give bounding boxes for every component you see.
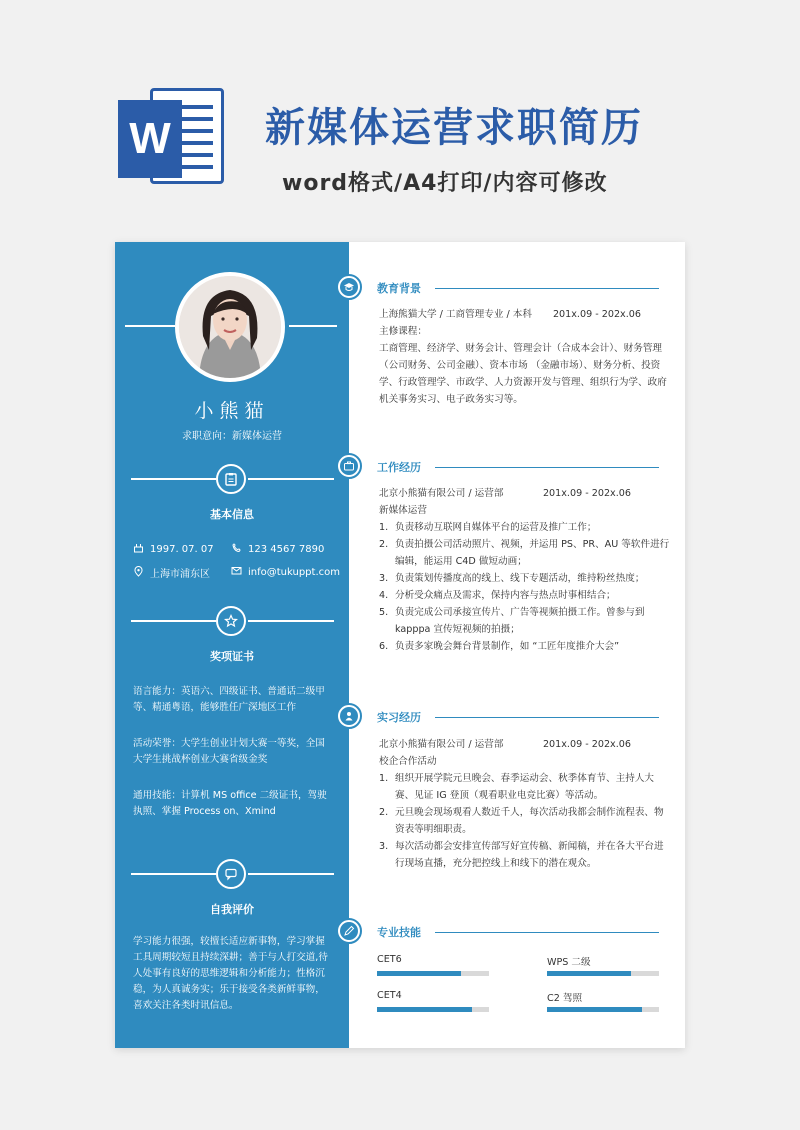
section-title: 自我评价 <box>210 903 254 916</box>
skill-label: C2 驾照 <box>547 993 583 1004</box>
clipboard-icon <box>216 464 246 494</box>
education-row <box>379 306 671 323</box>
email-info <box>231 565 340 579</box>
list-item: 5. 负责完成公司承接宣传片、广告等视频拍摄工作。曾参与到 kapppa 宣传短视频的拍摄； <box>379 607 645 635</box>
birthday-value: 1997. 07. 07 <box>150 543 214 555</box>
list-item: 1. 负责移动互联网自媒体平台的运营及推广工作； <box>379 522 597 533</box>
list-item: 4. 分析受众痛点及需求，保持内容与热点时事相结合； <box>379 590 616 601</box>
role: 新媒体运营 <box>379 505 427 516</box>
divider <box>125 325 175 327</box>
skill-bar <box>377 1007 489 1012</box>
resume-sidebar <box>115 242 349 1048</box>
list-item: 3. 负责策划传播度高的线上、线下专题活动，维持粉丝热度； <box>379 573 645 584</box>
section-title: 奖项证书 <box>210 650 254 663</box>
list-item: 2. 负责拍摄公司活动照片、视频，并运用 PS、PR、AU 等软件进行编辑，能运用 C4D 做短动画； <box>379 539 670 567</box>
mail-icon <box>231 565 242 579</box>
intern-list <box>379 770 671 872</box>
section-title: 实习经历 <box>377 711 421 724</box>
courses-text: 工商管理、经济学、财务会计、管理会计（合成本会计）、财务管理（公司财务、公司金融）、资本市场 （金融市场）、财务分析、投资学、行政管理学、市政学、人力资源开发与管理、组织行为学、政府机关事务实习、电子政务实习等。 <box>379 343 667 405</box>
role: 校企合作活动 <box>379 756 437 767</box>
intern-row <box>379 736 671 753</box>
profile-photo <box>175 272 285 382</box>
skills-header <box>349 918 685 948</box>
section-title: 教育背景 <box>377 282 421 295</box>
graduation-cap-icon <box>336 274 362 300</box>
list-item: 2. 元旦晚会现场观看人数近千人，每次活动我都会制作流程表、物资表等明细职责。 <box>379 807 664 835</box>
resume-page <box>115 242 685 1048</box>
phone-icon <box>231 542 242 556</box>
word-badge: W <box>118 100 182 178</box>
intern-dates: 201x.09 - 202x.06 <box>542 739 631 750</box>
skill-item <box>547 990 582 1004</box>
page-title: 新媒体运营求职简历 <box>265 105 643 151</box>
phone-value: 123 4567 7890 <box>248 543 325 555</box>
work-row <box>379 485 671 502</box>
section-title: 基本信息 <box>210 508 254 521</box>
candidate-name: 小熊猫 <box>194 400 270 422</box>
divider <box>289 325 337 327</box>
people-icon <box>336 703 362 729</box>
birthday-info <box>133 542 214 556</box>
courses-label: 主修课程： <box>379 326 427 337</box>
briefcase-icon <box>336 453 362 479</box>
company-line: 北京小熊猫有限公司 / 运营部 <box>379 488 504 499</box>
skill-bar <box>547 1007 659 1012</box>
award-honors: 活动荣誉：大学生创业计划大赛一等奖，全国大学生挑战杯创业大赛省级金奖 <box>133 738 325 765</box>
work-dates: 201x.09 - 202x.06 <box>542 488 631 499</box>
phone-info <box>231 542 324 556</box>
page-subtitle: word格式/A4打印/内容可修改 <box>282 171 608 196</box>
skill-label: WPS 二级 <box>547 957 591 968</box>
word-logo <box>118 88 228 188</box>
self-eval-text: 学习能力很强，较擅长适应新事物，学习掌握工具周期较短且持续深耕；善于与人打交道,待人处事有良好的思维逻辑和分析能力；性格沉稳，为人真诚务实；乐于接受各类新鲜事物，喜欢关注各类时讯信息。 <box>133 936 328 1011</box>
section-title: 专业技能 <box>377 926 421 939</box>
location-pin-icon <box>133 566 144 580</box>
award-skills: 通用技能：计算机 MS office 二级证书，驾驶执照、掌握 Process on、Xmind <box>133 790 327 817</box>
award-language: 语言能力：英语六、四级证书、普通话二级甲等、精通粤语，能够胜任广深地区工作 <box>133 686 325 713</box>
email-value: info@tukuppt.com <box>248 566 340 578</box>
location-info <box>133 565 210 580</box>
education-header <box>349 274 685 304</box>
list-item: 1. 组织开展学院元旦晚会、春季运动会、秋季体育节、主持人大赛、见证 IG 登顶（观看职业电竞比赛）等活动。 <box>379 773 655 801</box>
job-intent: 求职意向：新媒体运营 <box>182 431 282 442</box>
work-list <box>379 519 671 655</box>
skill-item <box>377 954 402 965</box>
skill-item <box>377 990 402 1001</box>
skill-label: CET6 <box>377 954 402 965</box>
skill-label: CET4 <box>377 990 402 1001</box>
resume-main <box>349 242 685 1048</box>
company-line: 北京小熊猫有限公司 / 运营部 <box>379 739 504 750</box>
education-dates: 201x.09 - 202x.06 <box>552 309 641 320</box>
school-line: 上海熊猫大学 / 工商管理专业 / 本科 <box>379 309 532 320</box>
work-header <box>349 453 685 483</box>
skill-bar <box>377 971 489 976</box>
intern-header <box>349 703 685 733</box>
list-item: 6. 负责多家晚会舞台背景制作，如 “工匠年度推介大会” <box>379 641 620 652</box>
location-value: 上海市浦东区 <box>150 569 210 580</box>
intern-body <box>379 736 671 872</box>
list-item: 3. 每次活动都会安排宣传部写好宣传稿、新闻稿，并在各大平台进行现场直播，充分把控线上和线下的潜在观众。 <box>379 841 664 869</box>
section-title: 工作经历 <box>377 461 421 474</box>
skill-item <box>547 954 591 968</box>
pen-icon <box>336 918 362 944</box>
chat-icon <box>216 859 246 889</box>
cake-icon <box>133 542 144 556</box>
education-body <box>379 306 671 408</box>
skill-bar <box>547 971 659 976</box>
work-body <box>379 485 671 655</box>
award-star-icon <box>216 606 246 636</box>
